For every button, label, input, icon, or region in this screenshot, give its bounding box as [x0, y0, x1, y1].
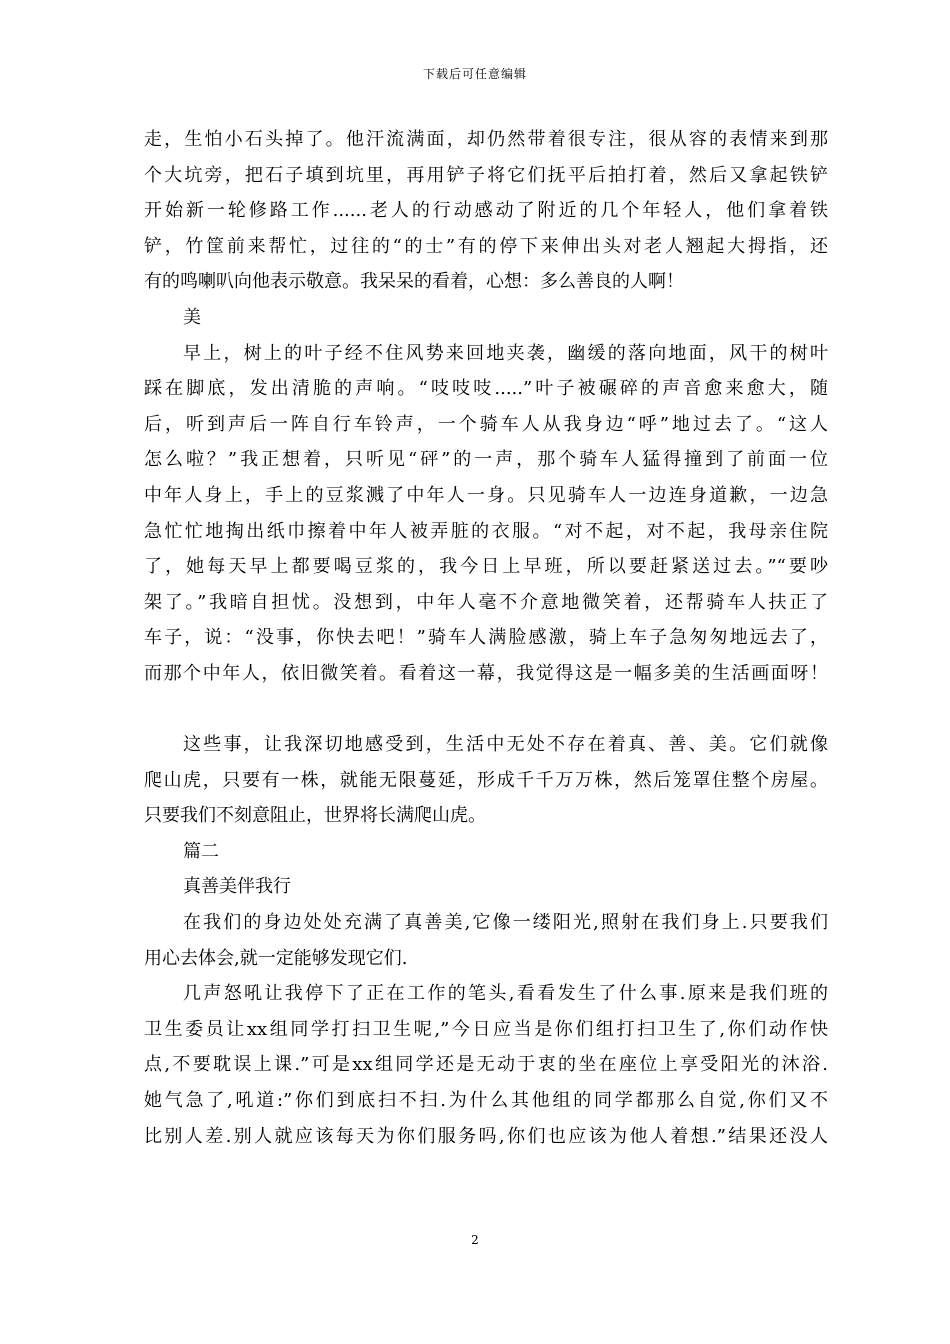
text-line: 爬山虎，只要有一株，就能无限蔓延，形成千千万万株，然后笼罩住整个房屋。 — [144, 769, 828, 791]
text-line: 怎么啦？”我正想着，只听见“砰”的一声，那个骑车人猛得撞到了前面一位 — [144, 449, 828, 471]
text-line: 铲，竹筐前来帮忙，过往的“的士”有的停下来伸出头对老人翘起大拇指，还 — [144, 235, 828, 257]
text-line: 早上，树上的叶子经不住风势来回地夹袭，幽缓的落向地面，风干的树叶 — [183, 342, 828, 364]
text-line: 比别人差.别人就应该每天为你们服务吗,你们也应该为他人着想.”结果还没人 — [144, 1125, 828, 1147]
text-line: 点,不要耽误上课.”可是xx组同学还是无动于衷的坐在座位上享受阳光的沐浴. — [144, 1054, 828, 1076]
paragraph-intro — [144, 905, 828, 976]
text-line: 后，听到声后一阵自行车铃声，一个骑车人从我身边“呼”地过去了。“这人 — [144, 413, 828, 435]
text-line: 用心去体会,就一定能够发现它们. — [144, 947, 408, 969]
blank-line — [144, 692, 828, 728]
section-heading-pian2: 篇二 — [183, 840, 219, 862]
page-header: 下载后可任意编辑 — [422, 67, 527, 81]
page-number: 2 — [471, 1233, 479, 1247]
text-line: 车子，说：“没事，你快去吧！”骑车人满脸感激，骑上车子急匆匆地远去了， — [144, 627, 828, 649]
essay-title: 真善美伴我行 — [183, 876, 291, 898]
text-line: 而那个中年人，依旧微笑着。看着这一幕，我觉得这是一幅多美的生活画面呀！ — [144, 662, 828, 684]
text-line: 她气急了,吼道:”你们到底扫不扫.为什么其他组的同学都那么自觉,你们又不 — [144, 1090, 828, 1112]
text-line: 走，生怕小石头掉了。他汗流满面，却仍然带着很专注，很从容的表情来到那 — [144, 129, 828, 150]
paragraph-cleaning — [144, 976, 828, 1154]
text-line: 开始新一轮修路工作......老人的行动感动了附近的几个年轻人，他们拿着铁 — [144, 200, 828, 222]
text-line: 踩在脚底，发出清脆的声响。“吱吱吱.....”叶子被碾碎的声音愈来愈大，随 — [144, 378, 828, 400]
text-line: 只要我们不刻意阻止，世界将长满爬山虎。 — [144, 805, 486, 827]
text-line: 几声怒吼让我停下了正在工作的笔头,看看发生了什么事.原来是我们班的 — [183, 983, 828, 1005]
paragraph-soy-milk — [144, 336, 828, 692]
text-line: 架了。”我暗自担忧。没想到，中年人毫不介意地微笑着，还帮骑车人扶正了 — [144, 591, 828, 613]
text-line: 在我们的身边处处充满了真善美,它像一缕阳光,照射在我们身上.只要我们 — [183, 912, 828, 934]
text-line: 了，她每天早上都要喝豆浆的，我今日上早班，所以要赶紧送过去。”“要吵 — [144, 556, 828, 578]
paragraph-road-repair — [144, 122, 828, 300]
text-line: 卫生委员让xx组同学打扫卫生呢,”今日应当是你们组打扫卫生了,你们动作快 — [144, 1018, 828, 1040]
text-line: 这些事，让我深切地感受到，生活中无处不存在着真、善、美。它们就像 — [183, 734, 828, 756]
text-line: 个大坑旁，把石子填到坑里，再用铲子将它们抚平后拍打着，然后又拿起铁铲 — [144, 164, 828, 186]
section-heading-mei: 美 — [183, 306, 201, 328]
text-line: 中年人身上，手上的豆浆溅了中年人一身。只见骑车人一边连身道歉，一边急 — [144, 484, 828, 506]
text-line: 有的鸣喇叭向他表示敬意。我呆呆的看着，心想：多么善良的人啊！ — [144, 271, 684, 293]
text-line: 急忙忙地掏出纸巾擦着中年人被弄脏的衣服。“对不起，对不起，我母亲住院 — [144, 520, 828, 542]
document-body — [144, 122, 828, 1154]
paragraph-conclusion — [144, 727, 828, 834]
